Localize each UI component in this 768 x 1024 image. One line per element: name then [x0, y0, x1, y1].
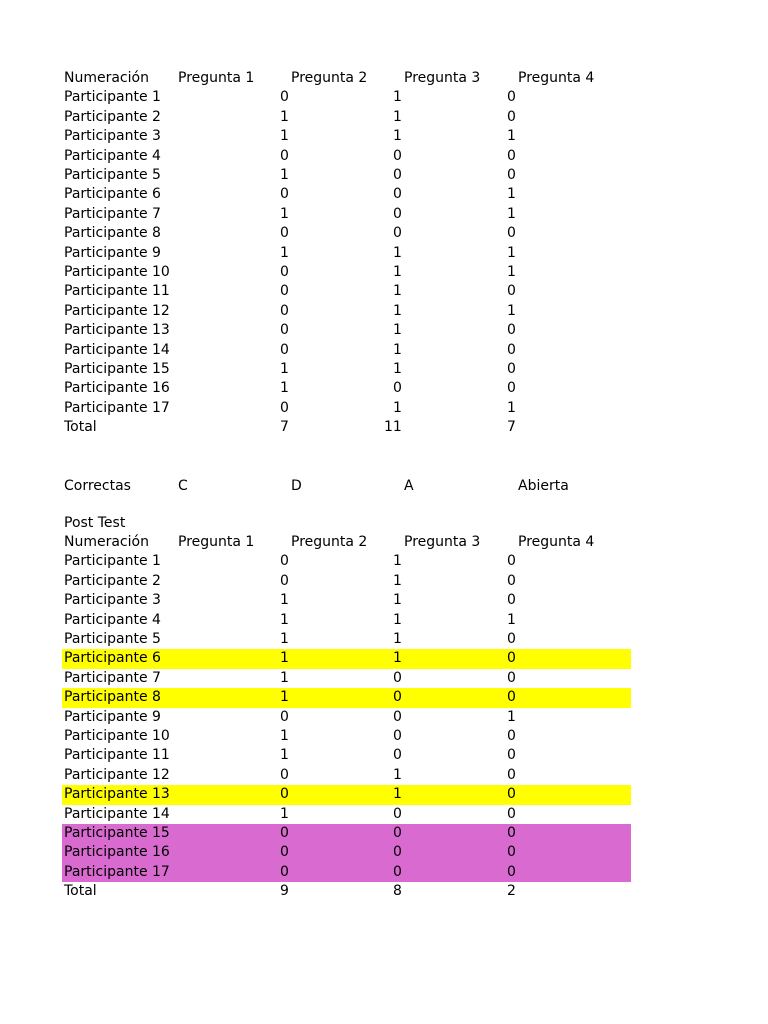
answer-q2: 1 [280, 167, 289, 183]
participant-label: Participante 6 [64, 650, 161, 667]
answer-q2: 1 [280, 611, 289, 628]
answer-q4: 0 [507, 631, 516, 647]
answer-q2: 1 [280, 128, 289, 145]
answer-q3: 0 [393, 225, 402, 242]
answer-q3: 1 [393, 553, 402, 570]
participant-label: Participante 15 [64, 825, 170, 841]
total-q4: 2 [507, 883, 516, 900]
participant-label: Participante 11 [64, 747, 170, 764]
answer-q2: 1 [280, 650, 289, 667]
table-row [62, 166, 631, 185]
total-label: Total [64, 883, 97, 900]
header-numeracion: Numeración [64, 70, 149, 86]
answer-q4: 0 [507, 689, 516, 706]
header-pregunta-3: Pregunta 3 [404, 70, 481, 86]
answer-q3: 1 [393, 766, 402, 783]
answer-q4: 1 [507, 611, 516, 628]
participant-label: Participante 8 [64, 689, 161, 706]
answer-q3: 1 [393, 244, 402, 261]
table-row-highlighted-magenta [62, 863, 631, 882]
table-row [62, 552, 631, 571]
participant-label: Participante 16 [64, 844, 170, 861]
participant-label: Participante 5 [64, 167, 161, 183]
answer-q2: 0 [280, 186, 289, 203]
answer-q4: 1 [507, 205, 516, 222]
participant-label: Participante 11 [64, 283, 170, 300]
answer-q2: 1 [280, 669, 289, 686]
table-row [62, 766, 631, 785]
answer-q2: 1 [280, 728, 289, 744]
answer-q4: 0 [507, 747, 516, 764]
post-test-title: Post Test [64, 514, 126, 531]
participant-label: Participante 14 [64, 341, 170, 358]
table-row [62, 321, 631, 340]
answer-q4: 0 [507, 650, 516, 667]
answer-q3: 0 [393, 844, 402, 861]
answer-q4: 0 [507, 805, 516, 822]
table-row [62, 708, 631, 727]
table-row [62, 591, 631, 610]
answer-q4: 1 [507, 302, 516, 319]
correct-answer-q1: C [178, 477, 188, 494]
answer-q2: 0 [280, 283, 289, 300]
answer-q3: 0 [393, 728, 402, 744]
answer-q3: 0 [393, 669, 402, 686]
correct-answer-q4: Abierta [518, 477, 569, 494]
answer-q4: 0 [507, 592, 516, 609]
answer-q4: 0 [507, 341, 516, 358]
answer-q2: 0 [280, 341, 289, 358]
participant-label: Participante 17 [64, 399, 170, 416]
header-pregunta-1: Pregunta 1 [178, 70, 255, 86]
table-row [62, 572, 631, 591]
answer-q4: 1 [507, 186, 516, 203]
table-row [62, 341, 631, 360]
answer-q2: 0 [280, 264, 289, 280]
answer-q4: 0 [507, 167, 516, 183]
answer-q2: 1 [280, 108, 289, 125]
correct-answers-row [62, 477, 631, 496]
participant-label: Participante 9 [64, 244, 161, 261]
participant-label: Participante 16 [64, 380, 170, 397]
participant-label: Participante 9 [64, 708, 161, 725]
answer-q2: 0 [280, 322, 289, 339]
total-q3: 8 [393, 883, 402, 900]
answer-q4: 0 [507, 108, 516, 125]
answer-q2: 1 [280, 592, 289, 609]
total-row [62, 882, 631, 901]
participant-label: Participante 4 [64, 147, 161, 164]
answer-q3: 1 [393, 611, 402, 628]
participant-label: Participante 17 [64, 863, 170, 880]
answer-q4: 0 [507, 669, 516, 686]
answer-q2: 0 [280, 844, 289, 861]
table-row [62, 127, 631, 146]
answer-q3: 1 [393, 361, 402, 377]
participant-label: Participante 7 [64, 669, 161, 686]
answer-q2: 0 [280, 863, 289, 880]
total-q3: 11 [384, 419, 402, 436]
participant-label: Participante 12 [64, 766, 170, 783]
participant-label: Participante 13 [64, 322, 170, 339]
answer-q3: 0 [393, 147, 402, 164]
header-pregunta-2: Pregunta 2 [291, 70, 368, 86]
answer-q3: 1 [393, 322, 402, 339]
correct-answer-q2: D [291, 477, 302, 494]
answer-q2: 0 [280, 147, 289, 164]
table-row [62, 360, 631, 379]
answer-q3: 0 [393, 167, 402, 183]
participant-label: Participante 14 [64, 805, 170, 822]
header-pregunta-2: Pregunta 2 [291, 534, 368, 550]
table-row [62, 379, 631, 398]
answer-q4: 0 [507, 572, 516, 589]
answer-q3: 0 [393, 186, 402, 203]
answer-q2: 1 [280, 244, 289, 261]
answer-q4: 0 [507, 825, 516, 841]
table-row [62, 727, 631, 746]
table-row [62, 805, 631, 824]
answer-q2: 1 [280, 747, 289, 764]
table-row [62, 263, 631, 282]
answer-q4: 0 [507, 147, 516, 164]
answer-q3: 0 [393, 863, 402, 880]
header-pregunta-4: Pregunta 4 [518, 70, 595, 86]
answer-q3: 1 [393, 650, 402, 667]
post-test-title-row [62, 514, 631, 533]
answer-q4: 0 [507, 553, 516, 570]
participant-label: Participante 6 [64, 186, 161, 203]
table-row-highlighted-yellow [62, 688, 631, 707]
answer-q4: 0 [507, 89, 516, 106]
header-pregunta-1: Pregunta 1 [178, 534, 255, 550]
participant-label: Participante 1 [64, 553, 161, 570]
table-row-highlighted-magenta [62, 843, 631, 862]
answer-q4: 1 [507, 128, 516, 145]
answer-q3: 1 [393, 341, 402, 358]
answer-q2: 0 [280, 302, 289, 319]
answer-q2: 0 [280, 766, 289, 783]
participant-label: Participante 3 [64, 128, 161, 145]
answer-q4: 1 [507, 399, 516, 416]
answer-q2: 0 [280, 825, 289, 841]
answer-q3: 1 [393, 264, 402, 280]
answer-q2: 1 [280, 361, 289, 377]
table-row [62, 302, 631, 321]
table-row [62, 669, 631, 688]
table-row [62, 244, 631, 263]
answer-q4: 1 [507, 708, 516, 725]
participant-label: Participante 4 [64, 611, 161, 628]
header-pregunta-3: Pregunta 3 [404, 534, 481, 550]
table-row [62, 746, 631, 765]
table-row [62, 205, 631, 224]
answer-q4: 0 [507, 863, 516, 880]
participant-label: Participante 7 [64, 205, 161, 222]
answer-q3: 1 [393, 572, 402, 589]
table-row [62, 399, 631, 418]
total-q2: 9 [280, 883, 289, 900]
table-row-highlighted-magenta [62, 824, 631, 843]
answer-q3: 1 [393, 128, 402, 145]
answer-q4: 0 [507, 766, 516, 783]
header-pregunta-4: Pregunta 4 [518, 534, 595, 550]
table-row [62, 185, 631, 204]
answer-q4: 0 [507, 322, 516, 339]
answer-q4: 0 [507, 361, 516, 377]
total-q4: 7 [507, 419, 516, 436]
table-row-highlighted-yellow [62, 785, 631, 804]
answer-q3: 0 [393, 805, 402, 822]
answer-q3: 0 [393, 689, 402, 706]
answer-q4: 1 [507, 264, 516, 280]
answer-q4: 0 [507, 283, 516, 300]
answer-q2: 0 [280, 553, 289, 570]
pre-test-header-row [62, 69, 631, 88]
participant-label: Participante 10 [64, 264, 170, 280]
participant-label: Participante 12 [64, 302, 170, 319]
answer-q2: 0 [280, 708, 289, 725]
answer-q3: 1 [393, 592, 402, 609]
answer-q3: 1 [393, 89, 402, 106]
answer-q4: 0 [507, 728, 516, 744]
answer-q3: 1 [393, 399, 402, 416]
participant-label: Participante 5 [64, 631, 161, 647]
answer-q2: 0 [280, 225, 289, 242]
table-row [62, 147, 631, 166]
answer-q2: 1 [280, 205, 289, 222]
table-row [62, 282, 631, 301]
table-row [62, 108, 631, 127]
table-row-highlighted-yellow [62, 649, 631, 668]
answer-q2: 1 [280, 631, 289, 647]
answer-q2: 0 [280, 89, 289, 106]
participant-label: Participante 13 [64, 786, 170, 803]
total-row [62, 418, 631, 437]
answer-q3: 0 [393, 205, 402, 222]
answer-q4: 0 [507, 786, 516, 803]
table-row [62, 224, 631, 243]
participant-label: Participante 1 [64, 89, 161, 106]
answer-q3: 1 [393, 786, 402, 803]
answer-q2: 1 [280, 805, 289, 822]
participant-label: Participante 2 [64, 572, 161, 589]
post-test-header-row [62, 533, 631, 552]
answer-q2: 1 [280, 689, 289, 706]
answer-q3: 1 [393, 283, 402, 300]
answer-q4: 0 [507, 225, 516, 242]
answer-q3: 0 [393, 708, 402, 725]
table-row [62, 630, 631, 649]
correct-answers-label: Correctas [64, 477, 131, 494]
answer-q3: 0 [393, 747, 402, 764]
total-q2: 7 [280, 419, 289, 436]
participant-label: Participante 8 [64, 225, 161, 242]
participant-label: Participante 3 [64, 592, 161, 609]
answer-q4: 1 [507, 244, 516, 261]
answer-q4: 0 [507, 844, 516, 861]
answer-q2: 0 [280, 399, 289, 416]
answer-q3: 0 [393, 825, 402, 841]
answer-q3: 1 [393, 631, 402, 647]
total-label: Total [64, 419, 97, 436]
answer-q2: 1 [280, 380, 289, 397]
answer-q3: 0 [393, 380, 402, 397]
answer-q3: 1 [393, 302, 402, 319]
participant-label: Participante 10 [64, 728, 170, 744]
participant-label: Participante 2 [64, 108, 161, 125]
answer-q2: 0 [280, 572, 289, 589]
table-row [62, 611, 631, 630]
table-row [62, 88, 631, 107]
answer-q2: 0 [280, 786, 289, 803]
correct-answer-q3: A [404, 477, 414, 494]
answer-q3: 1 [393, 108, 402, 125]
header-numeracion: Numeración [64, 534, 149, 550]
participant-label: Participante 15 [64, 361, 170, 377]
answer-q4: 0 [507, 380, 516, 397]
